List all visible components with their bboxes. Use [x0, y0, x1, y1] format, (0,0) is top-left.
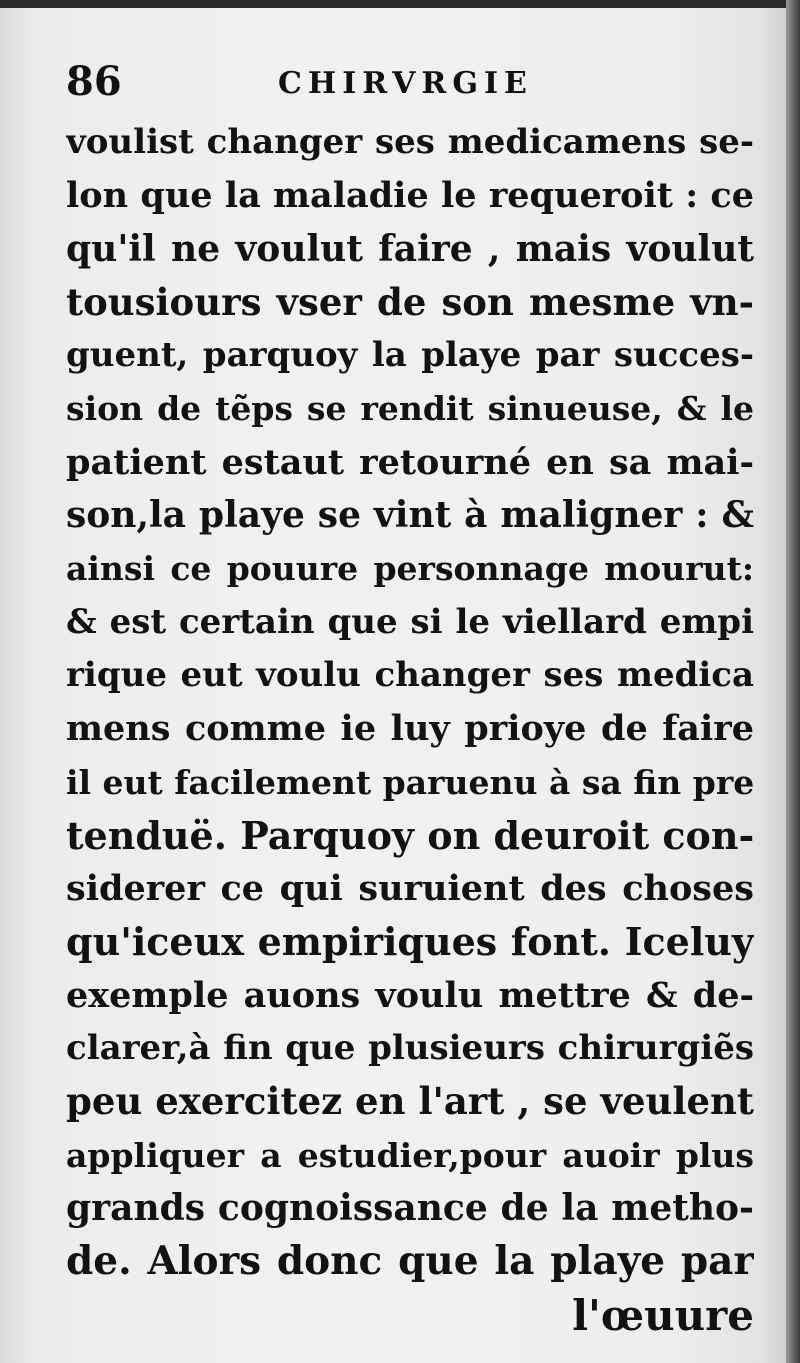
- page-right-shadow: [786, 0, 800, 1363]
- text-line: grands cognoissance de la metho-: [66, 1186, 754, 1229]
- text-line: & est certain que si le viellard empi: [66, 601, 754, 642]
- catchword: l'œuure: [572, 1290, 754, 1340]
- text-line: de. Alors donc que la playe par: [66, 1238, 754, 1285]
- text-line: tousiours vser de son mesme vn-: [66, 279, 754, 324]
- page-header: [66, 58, 766, 108]
- text-line: qu'iceux empiriques font. Iceluy: [66, 919, 754, 965]
- text-line: rique eut voulu changer ses medica: [66, 654, 754, 695]
- text-line: son,la playe se vint à maligner : &: [66, 494, 754, 537]
- text-line: exemple auons voulu mettre & de-: [66, 974, 754, 1016]
- text-line: guent, parquoy la playe par succes-: [66, 335, 754, 376]
- text-line: ainsi ce pouure personnage mourut:: [66, 549, 754, 589]
- text-line: voulist changer ses medicamens se-: [66, 122, 754, 162]
- book-page: [0, 8, 786, 1363]
- text-line: sion de tẽps se rendit sinueuse, & le: [66, 389, 754, 429]
- text-line: peu exercitez en l'art , se veulent: [66, 1079, 754, 1124]
- page-top-shadow: [0, 0, 800, 8]
- text-line: mens comme ie luy prioye de faire: [66, 708, 754, 750]
- text-line: tenduë. Parquoy on deuroit con-: [66, 812, 754, 858]
- text-line: clarer,à fin que plusieurs chirurgiẽs: [66, 1028, 754, 1069]
- text-line: lon que la maladie le requeroit : ce: [66, 175, 754, 217]
- running-head: CHIRVRGIE: [278, 66, 533, 101]
- page-number: 86: [66, 58, 122, 105]
- text-line: patient estaut retourné en sa mai-: [66, 441, 754, 483]
- text-line: qu'il ne voulut faire , mais voulut: [66, 227, 754, 270]
- text-line: appliquer a estudier,pour auoir plus: [66, 1135, 754, 1175]
- text-line: siderer ce qui suruient des choses: [66, 868, 754, 910]
- body-text: [66, 116, 754, 1342]
- text-line: il eut facilement paruenu à sa fin pre: [66, 762, 754, 802]
